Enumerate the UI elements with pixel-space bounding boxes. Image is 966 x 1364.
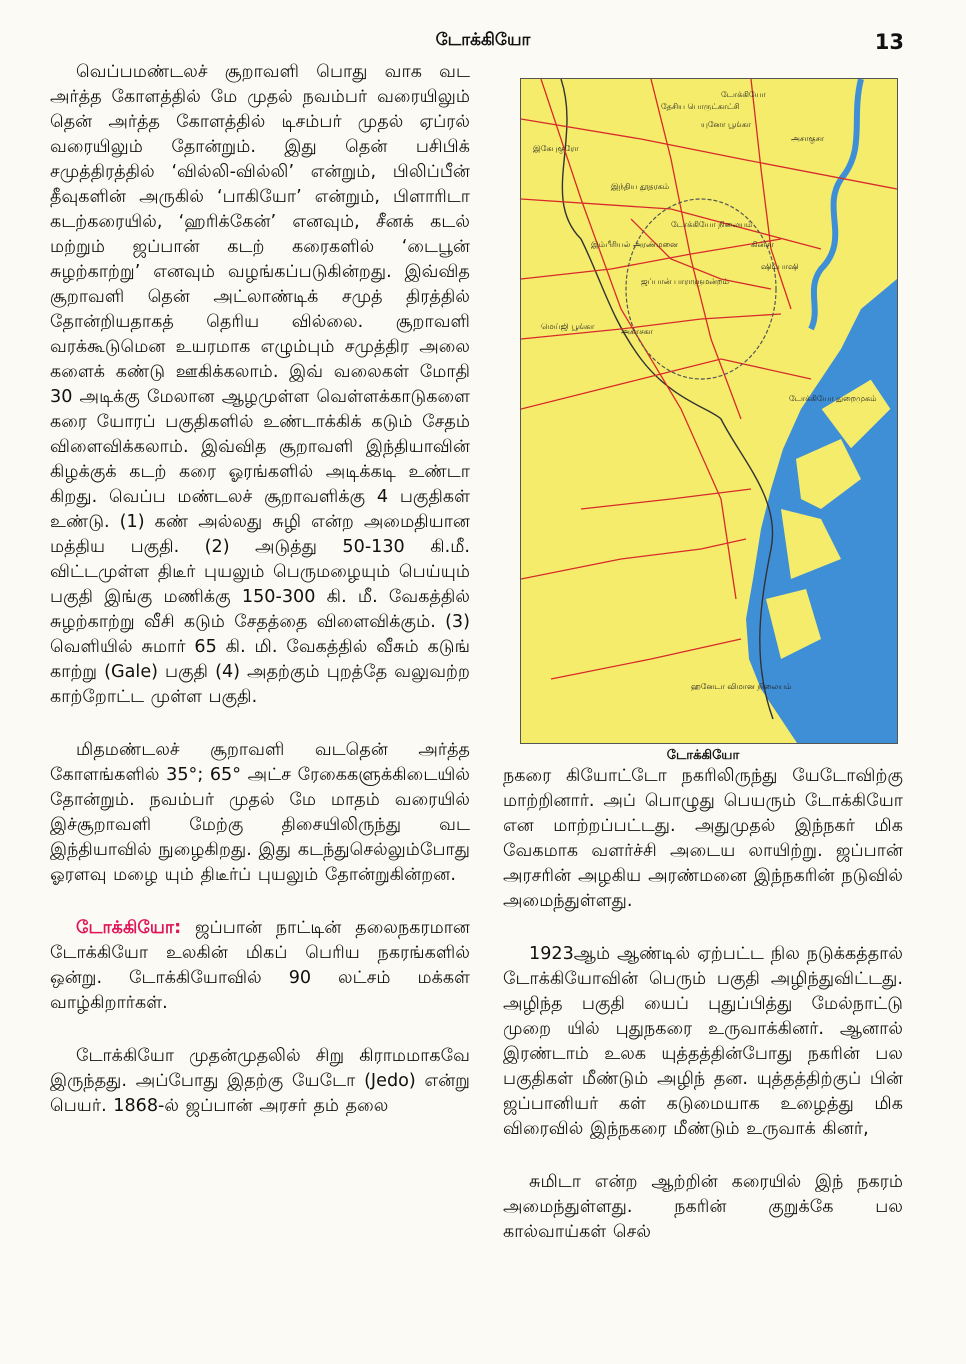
map-label: டோக்கியோ நிலையம் xyxy=(671,220,753,229)
tokyo-map-graphic xyxy=(521,79,897,743)
left-column xyxy=(50,60,470,1147)
tokyo-map-figure xyxy=(503,78,903,764)
entry-term: டோக்கியோ: xyxy=(76,918,182,938)
map-label: யுனோ பூங்கா xyxy=(701,120,752,129)
paragraph-sumida: சுமிடா என்ற ஆற்றின் கரையில் இந் நகரம் அமைந்துள்ளது. நகரின் குறுக்கே பல கால்வாய்கள் செல் xyxy=(503,1172,903,1242)
map-label: ஹனேடா விமான நிலையம் xyxy=(691,682,792,691)
tokyo-map xyxy=(520,78,898,744)
paragraph-earthquake: 1923ஆம் ஆண்டில் ஏற்பட்ட நில நடுக்கத்தால் டோக்கியோவின் பெரும் பகுதி அழிந்துவிட்டது. அழிந்த பகுதி யைப் புதுப்பித்து மேல்நாட்டு முறை யில் புதுநகரை உருவாக்கினர். ஆனால் இரண்டாம் உலக யுத்தத்தின்போது நகரின் பல பகுதிகள் மீண்டும் அழிந் தன. யுத்தத்திற்குப் பின் ஜப்பானியர் கள் கடுமையாக உழைத்து மிக விரைவில் இந்நகரை மீண்டும் உருவாக் கினர், xyxy=(503,944,903,1139)
map-label: அகாசகா xyxy=(621,327,653,336)
entry-text: ஜப்பான் நாட்டின் தலைநகரமான டோக்கியோ உலகின் மிகப் பெரிய நகரங்களில் ஒன்று. டோக்கியோவில் 90 லட்சம் மக்கள் வாழ்கிறார்கள். xyxy=(50,918,470,1013)
map-label: இம்பீரியல் அரண்மனை xyxy=(591,240,678,249)
city-boundary xyxy=(561,79,773,719)
map-label: இந்திய தூதரகம் xyxy=(611,182,670,191)
map-label: இகேபுகுரோ xyxy=(533,144,579,153)
sumida-river xyxy=(811,79,861,329)
running-head: டோக்கியோ xyxy=(435,30,531,50)
paragraph-tokyo-entry xyxy=(50,916,470,1016)
paragraph-tropical-cyclone: வெப்பமண்டலச் சூறாவளி பொது வாக வட அர்த்த கோளத்தில் மே முதல் நவம்பர் வரையிலும் தென் அர்த்த கோளத்தில் டிசம்பர் முதல் ஏப்ரல் வரையிலும் தோன்றும். இது தென் பசிபிக் சமுத்திரத்தில் ‘வில்லி-வில்லி’ என்றும், பிலிப்பீன் தீவுகளின் அருகில் ‘பாகியோ’ என்றும், பிளாரிடா கடற்கரையில், ‘ஹரிக்கேன்’ எனவும், சீனக் கடல் மற்றும் ஜப்பான் கடற் கரைகளில் ‘டைபூன் சுழற்காற்று’ எனவும் வழங்கப்படுகின்றது. இவ்வித சூறாவளி தென் அட்லாண்டிக் சமுத் திரத்தில் தோன்றியதாகத் தெரிய வில்லை. சூறாவளி வரக்கூடுமென உயரமாக எழும்பும் சமுத்திர அலை களைக் கண்டு ஊகிக்கலாம். இவ் வலைகள் மோதி 30 அடிக்கு மேலான ஆழமுள்ள வெள்ளக்காடுகளை கரை யோரப் பகுதிகளில் உண்டாக்கிக் கடும் சேதம் விளைவிக்கலாம். இவ்வித சூறாவளி இந்தியாவின் கிழக்குக் கடற் கரை ஓரங்களில் அடிக்கடி உண்டா கிறது. வெப்ப மண்டலச் சூறாவளிக்கு 4 பகுதிகள் உண்டு. (1) கண் அல்லது சுழி என்ற அமைதியான மத்திய பகுதி. (2) அடுத்து 50-130 கி.மீ. விட்டமுள்ள திடீர் புயலும் பெருமழையும் பெய்யும் பகுதி இங்கு மணிக்கு 150-300 கி. மீ. வேகத்தில் சுழற்காற்று வீசி கடும் சேதத்தை விளைவிக்கும். (3) வெளியில் சுமார் 65 கி. மி. வேகத்தில் வீசும் கடுங் காற்று (Gale) பகுதி (4) அதற்கும் புறத்தே வலுவற்ற காற்றோட்ட முள்ள பகுதி. xyxy=(50,62,470,707)
paragraph-temperate-cyclone: மிதமண்டலச் சூறாவளி வடதென் அர்த்த கோளங்களில் 35°; 65° அட்ச ரேகைகளுக்கிடையில் தோன்றும். நவம்பர் முதல் மே மாதம் வரையில் இச்சூறாவளி மேற்கு திசையிலிருந்து வட இந்தியாவில் நுழைகிறது. இது கடந்துசெல்லும்போது ஓரளவு மழை யும் திடீர்ப் புயலும் தோன்றுகின்றன. xyxy=(50,740,470,885)
map-label: கின்சா xyxy=(751,240,774,249)
map-label: தேசிய பொருட்காட்சி xyxy=(661,102,740,111)
page-header xyxy=(0,30,966,58)
paragraph-tokyo-history: டோக்கியோ முதன்முதலில் சிறு கிராமமாகவே இருந்தது. அப்போது இதற்கு யேடோ (Jedo) என்று பெயர். 1868-ல் ஜப்பான் அரசர் தம் தலை xyxy=(50,1046,470,1116)
paragraph-capital-moved: நகரை கியோட்டோ நகரிலிருந்து யேடோவிற்கு மாற்றினார். அப் பொழுது பெயரும் டோக்கியோ என மாற்றப்பட்டது. அதுமுதல் இந்நகர் மிக வேகமாக வளர்ச்சி அடைய லாயிற்று. ஜப்பான் அரசரின் அழகிய அரண்மனை இந்நகரின் நடுவில் அமைந்துள்ளது. xyxy=(503,766,903,911)
map-label: அசாகுசா xyxy=(791,134,825,143)
map-label: ஜப்பான் பாராளுமன்றம் xyxy=(641,277,729,286)
tokyo-bay xyxy=(746,279,897,743)
map-label: மெய்ஜி பூங்கா xyxy=(541,322,595,331)
right-column xyxy=(503,78,903,1273)
map-label: டோக்கியோ xyxy=(721,90,766,99)
map-caption: டோக்கியோ xyxy=(666,748,740,763)
map-label: ஷிம்பாஷி xyxy=(761,262,799,271)
page-number: 13 xyxy=(874,30,904,54)
map-label: டோக்கியோ துறைமுகம் xyxy=(789,394,877,403)
